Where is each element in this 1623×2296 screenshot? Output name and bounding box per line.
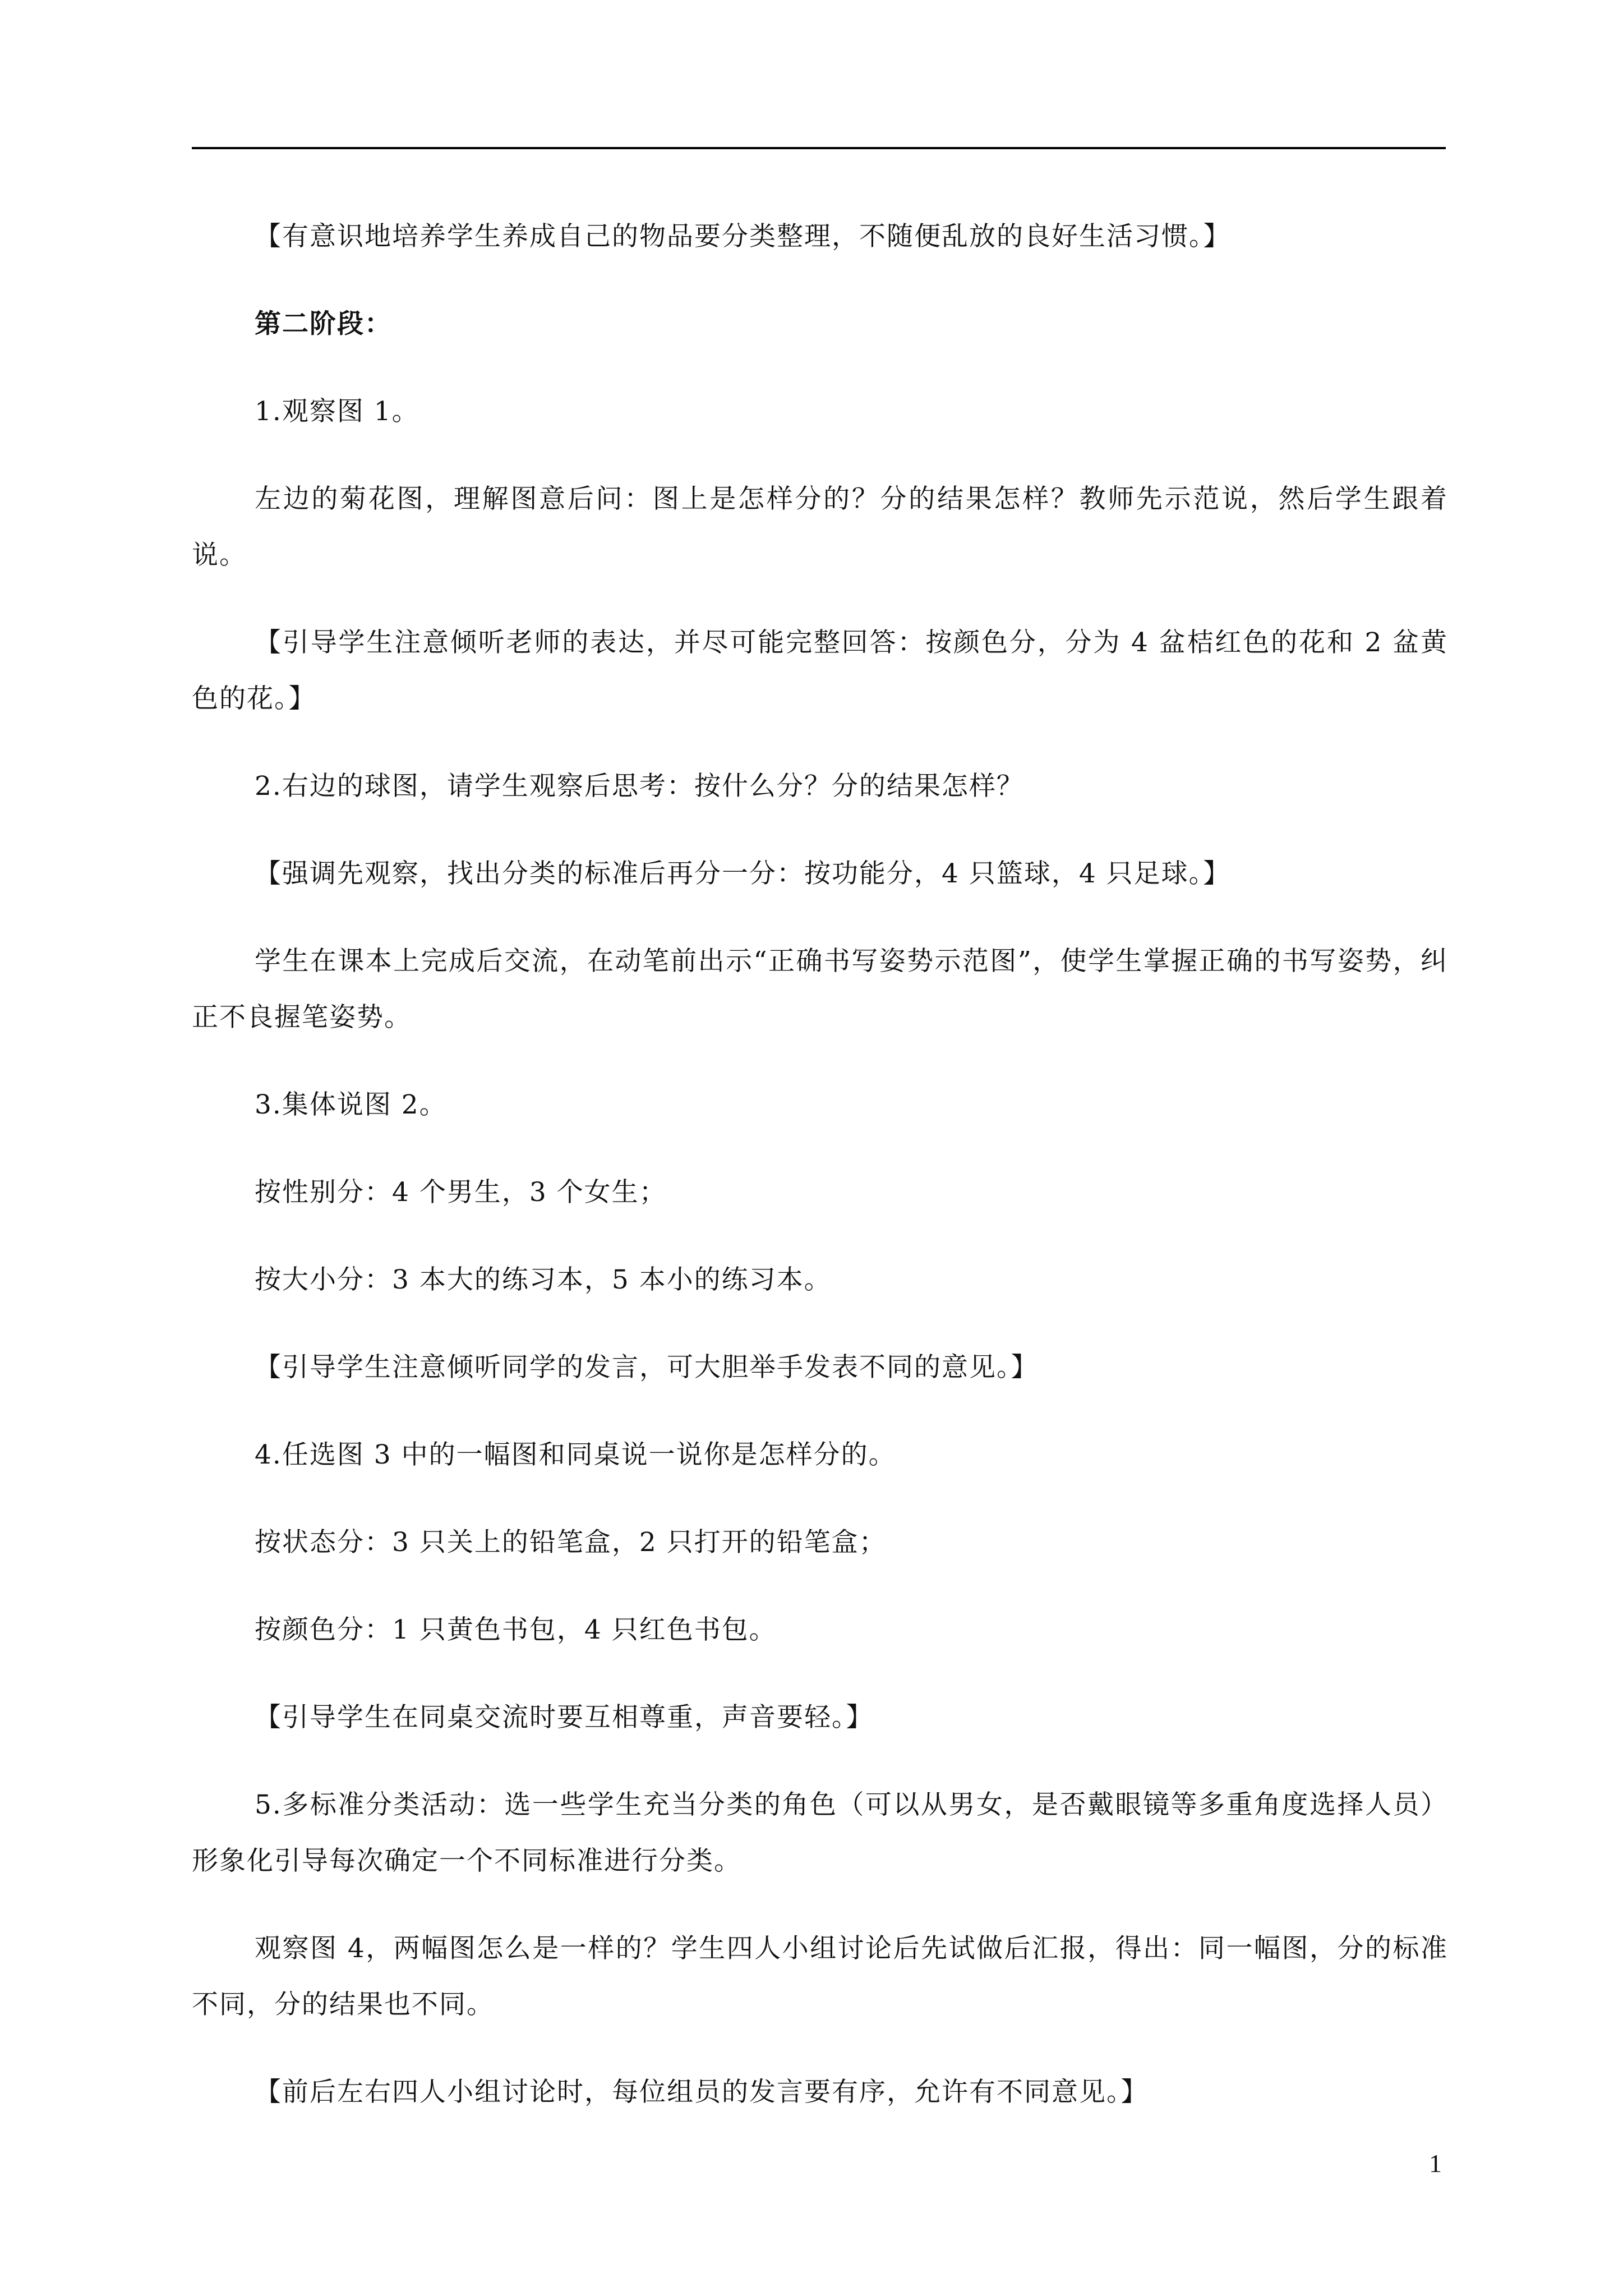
paragraph: 4.任选图 3 中的一幅图和同桌说一说你是怎样分的。 xyxy=(255,1439,896,1470)
paragraph: 5.多标准分类活动：选一些学生充当分类的角色（可以从男女，是否戴眼镜等多重角度选择人员）形象化引导每次确定一个不同标准进行分类。 xyxy=(192,1789,1448,1876)
page-number: 1 xyxy=(1429,2149,1442,2178)
section-heading: 第二阶段： xyxy=(255,309,392,339)
document-body xyxy=(192,209,1448,2152)
paragraph: 左边的菊花图，理解图意后问：图上是怎样分的？分的结果怎样？教师先示范说，然后学生跟着说。 xyxy=(192,484,1448,570)
paragraph: 学生在课本上完成后交流，在动笔前出示“正确书写姿势示范图”，使学生掌握正确的书写姿势，纠正不良握笔姿势。 xyxy=(192,946,1448,1033)
paragraph: 观察图 4，两幅图怎么是一样的？学生四人小组讨论后先试做后汇报，得出：同一幅图，分的标准不同，分的结果也不同。 xyxy=(192,1933,1448,2020)
paragraph: 【强调先观察，找出分类的标准后再分一分：按功能分，4 只篮球，4 只足球。】 xyxy=(255,858,1231,889)
paragraph: 【引导学生在同桌交流时要互相尊重，声音要轻。】 xyxy=(255,1702,874,1733)
paragraph: 按颜色分：1 只黄色书包，4 只红色书包。 xyxy=(255,1614,777,1645)
paragraph: 2.右边的球图，请学生观察后思考：按什么分？分的结果怎样？ xyxy=(255,771,1024,802)
paragraph: 按大小分：3 本大的练习本，5 本小的练习本。 xyxy=(255,1264,832,1295)
paragraph: 按状态分：3 只关上的铅笔盒，2 只打开的铅笔盒； xyxy=(255,1527,887,1558)
paragraph: 【引导学生注意倾听同学的发言，可大胆举手发表不同的意见。】 xyxy=(255,1352,1039,1383)
paragraph: 按性别分：4 个男生，3 个女生； xyxy=(255,1177,667,1208)
paragraph: 1.观察图 1。 xyxy=(255,396,419,427)
paragraph: 【有意识地培养学生养成自己的物品要分类整理，不随便乱放的良好生活习惯。】 xyxy=(255,221,1231,252)
header-rule xyxy=(192,147,1446,149)
paragraph: 3.集体说图 2。 xyxy=(255,1089,447,1120)
paragraph: 【引导学生注意倾听老师的表达，并尽可能完整回答：按颜色分，分为 4 盆桔红色的花和 2 盆黄色的花。】 xyxy=(192,627,1448,714)
paragraph: 【前后左右四人小组讨论时，每位组员的发言要有序，允许有不同意见。】 xyxy=(255,2077,1149,2108)
